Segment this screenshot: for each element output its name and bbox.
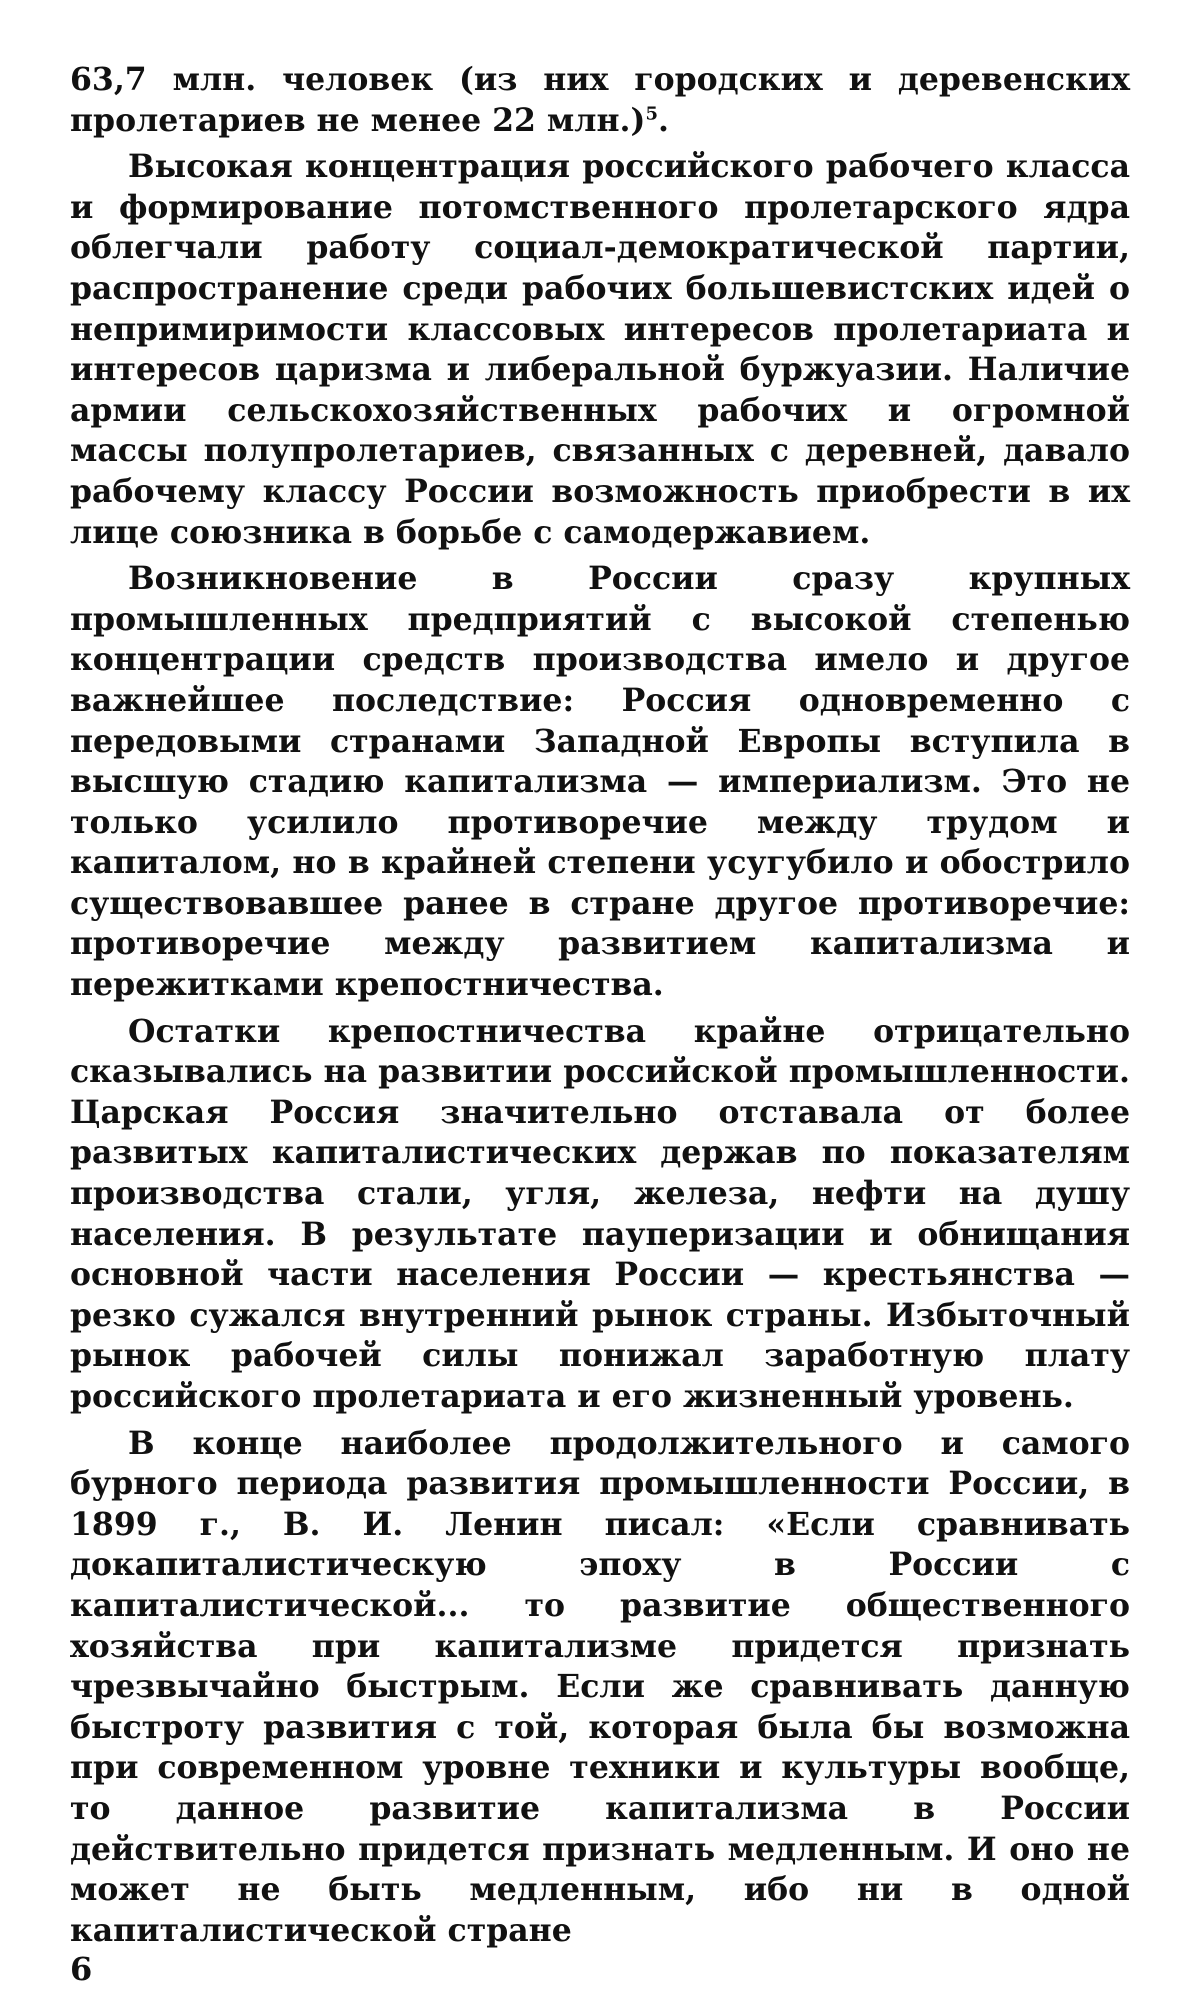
page-number: 6 [70, 1950, 93, 1988]
paragraph-3: Возникновение в России сразу крупных промышленных предприятий с высокой степенью концентрации средств производства имело и другое важнейшее последствие: Россия одновременно с передовыми странами Западной Европы вступила в высшую стадию капитализма — империализм. Это не только усилило противоречие между трудом и капиталом, но в крайней степени усугубило и обострило существовавшее ранее в стране другое противоречие: противоречие между развитием капитализма и пережитками крепостничества. [70, 560, 1130, 1004]
paragraph-2: Высокая концентрация российского рабочего класса и формирование потомственного пролетарского ядра облегчали работу социал-демократической партии, распространение среди рабочих большевистских идей о непримиримости классовых интересов пролетариата и интересов царизма и либеральной буржуазии. Наличие армии сельскохозяйственных рабочих и огромной массы полупролетариев, связанных с деревней, давало рабочему классу России возможность приобрести в их лице союзника в борьбе с самодержавием. [70, 148, 1130, 551]
paragraph-1 [70, 60, 1130, 141]
footnote-marker[interactable]: 5 [645, 103, 658, 125]
paragraph-5: В конце наиболее продолжительного и самого бурного периода развития промышленности России, в 1899 г., В. И. Ленин писал: «Если сравнивать докапиталистическую эпоху в России с капиталистической... то развитие общественного хозяйства при капитализме придется признать чрезвычайно быстрым. Если же сравнивать данную быстроту развития с той, которая была бы возможна при современном уровне техники и культуры вообще, то данное развитие капитализма в России действительно придется признать медленным. И оно не может не быть медленным, ибо ни в одной капиталистической стране [70, 1424, 1130, 1949]
paragraph-1-end: . [657, 101, 669, 139]
paragraph-1-text: 63,7 млн. человек (из них городских и деревенских пролетариев не менее 22 млн.) [70, 61, 1130, 139]
document-page [70, 60, 1130, 1957]
paragraph-4: Остатки крепостничества крайне отрицательно сказывались на развитии российской промышленности. Царская Россия значительно отставала от более развитых капиталистических держав по показателям производства стали, угля, железа, нефти на душу населения. В результате пауперизации и обнищания основной части населения России — крестьянства — резко сужался внутренний рынок страны. Избыточный рынок рабочей силы понижал заработную плату российского пролетариата и его жизненный уровень. [70, 1012, 1130, 1415]
